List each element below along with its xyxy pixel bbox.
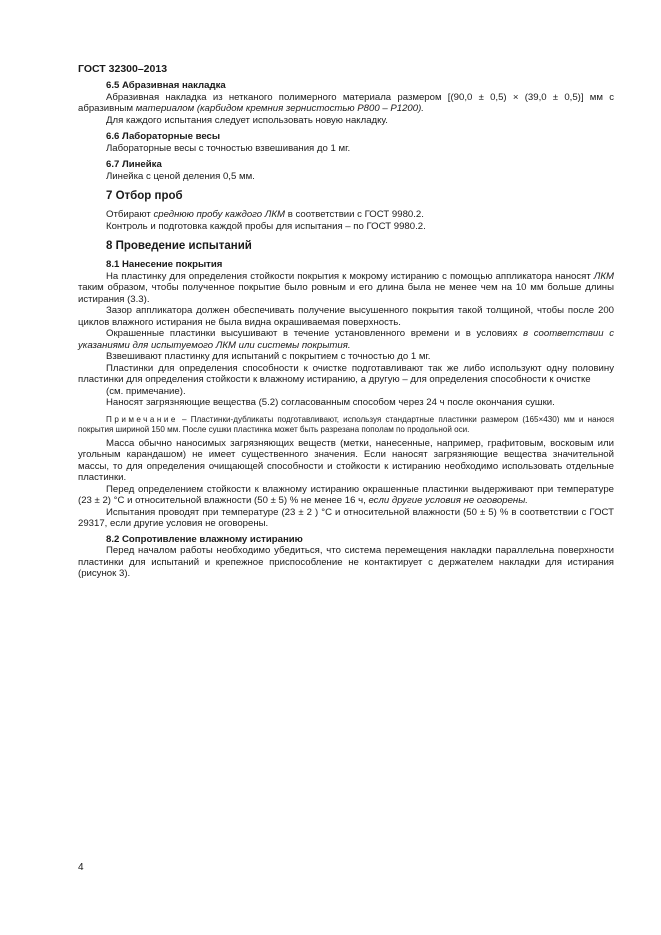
paragraph-8-1-3: Окрашенные пластинки высушивают в течение установленного времени и в условиях в соответствии с указаниями для испытуемого ЛКМ или системы покрытия. (78, 328, 614, 351)
paragraph-8-1-6: Наносят загрязняющие вещества (5.2) согласованным способом через 24 ч после окончания сушки. (106, 397, 555, 408)
heading-8: 8 Проведение испытаний (106, 240, 252, 252)
heading-7: 7 Отбор проб (106, 190, 183, 202)
heading-8-1: 8.1 Нанесение покрытия (106, 259, 223, 270)
page-number: 4 (78, 862, 84, 873)
heading-6-7: 6.7 Линейка (106, 159, 162, 170)
paragraph-8-1-5-cont: (см. примечание). (106, 385, 186, 397)
paragraph-6-5-2: Для каждого испытания следует использовать новую накладку. (106, 114, 388, 126)
paragraph-7-2: Контроль и подготовка каждой пробы для испытания – по ГОСТ 9980.2. (106, 220, 426, 232)
heading-6-6: 6.6 Лабораторные весы (106, 131, 221, 142)
paragraph-8-1-7: Масса обычно наносимых загрязняющих веществ (метки, нанесенные, например, графитовым, восковым или угольным карандашом) не имеет существенного значения. Если наносят загрязняющие вещества значительной массы, то для определения очищающей способности и стойкости к истиранию необходимо использовать отдельные пластинки. (78, 437, 614, 484)
document-body (78, 80, 614, 580)
note (78, 415, 614, 435)
heading-8-2: 8.2 Сопротивление влажному истиранию (106, 533, 303, 545)
paragraph-8-2-1: Перед началом работы необходимо убедиться, что система перемещения накладки параллельна поверхности пластинки для испытаний и крепежное приспособление не контактирует с держателем накладки для истирания (рисунок 3). (78, 545, 614, 580)
paragraph-6-5-1: Абразивная накладка из нетканого полимерного материала размером [(90,0 ± 0,5) × (39,0 ± 0,5)] мм с абразивным материалом (карбидом кремния зернистостью Р800 – Р1200). (78, 91, 614, 114)
paragraph-8-1-1: На пластинку для определения стойкости покрытия к мокрому истиранию с помощью аппликатора наносят ЛКМ таким образом, чтобы полученное покрытие было ровным и его длина была не менее чем на 10 мм больше длины истирания (3.3). (78, 270, 614, 305)
paragraph-8-1-9: Испытания проводят при температуре (23 ± 2 ) °С и относительной влажности (50 ± 5) % в соответствии с ГОСТ 29317, если другие условия не оговорены. (78, 506, 614, 530)
paragraph-8-1-8: Перед определением стойкости к влажному истиранию окрашенные пластинки выдерживают при температуре (23 ± 2) °С и относительной влажности (50 ± 5) % не менее 16 ч, если другие условия не оговорены. (78, 483, 614, 507)
paragraph-6-6-1: Лабораторные весы с точностью взвешивания до 1 мг. (106, 142, 351, 154)
heading-6-5: 6.5 Абразивная накладка (106, 80, 226, 91)
paragraph-8-1-2: Зазор аппликатора должен обеспечивать получение высушенного покрытия такой толщиной, чтобы после 200 циклов влажного истирания не была видна окрашиваемая поверхность. (78, 305, 614, 328)
note-text: – Пластинки-дубликаты подготавливают, используя стандартные пластинки размером (165×430) мм и нанося покрытия шириной 150 мм. После сушки пластинка может быть разрезана пополам по продольной оси. (78, 414, 614, 434)
paragraph-8-1-4: Взвешивают пластинку для испытаний с покрытием с точностью до 1 мг. (106, 351, 431, 362)
paragraph-6-7-1: Линейка с ценой деления 0,5 мм. (106, 170, 255, 182)
paragraph-8-1-5: Пластинки для определения способности к очистке подготавливают так же либо используют одну половину пластинки для определения стойкости к влажному истиранию, а другую – для определения способности к очистке (78, 362, 614, 385)
paragraph-7-1: Отбирают среднюю пробу каждого ЛКМ в соответствии с ГОСТ 9980.2. (106, 209, 424, 220)
document-header: ГОСТ 32300–2013 (78, 63, 168, 75)
note-label: Примечание (106, 414, 178, 424)
